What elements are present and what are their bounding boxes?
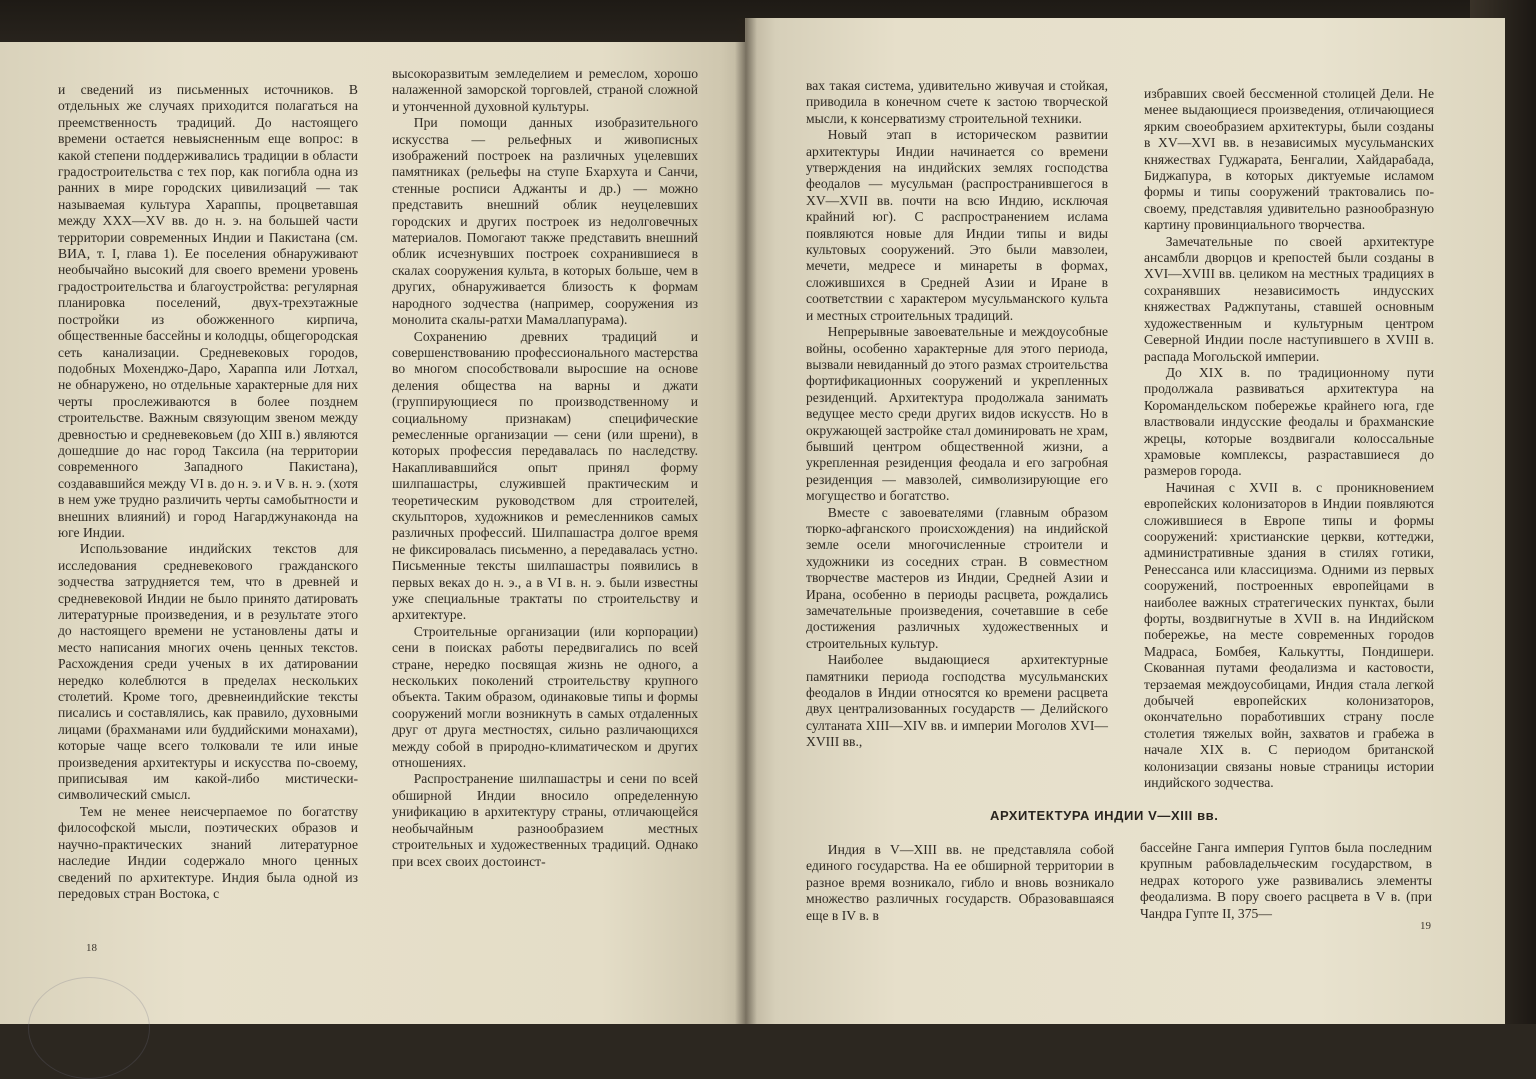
paragraph: При помощи данных изобразительного искусства — рельефных и живописных изображений построек на различных уцелевших памятниках (рельефы на ступе Бхархута и Санчи, стенные росписи Аджанты и др.) — можно представить внешний облик неуцелевших городских и других построек из недолговечных материалов. Помогают также представить внешний облик исчезнувших построек сохранившиеся в скалах сооружения культа, в которых больше, чем в других, обнаруживается близость к формам народного зодчества (например, сооружения из монолита скалы-ратхи Мамаллапурама). — [392, 115, 698, 328]
paragraph: избравших своей бессменной столицей Дели. Не менее выдающиеся произведения, отличающиеся ярким своеобразием архитектуры, были созданы в XV—XVI вв. в независимых мусульманских княжествах Гуджарата, Бенгалии, Хайдарабада, Биджапура, в которых диктуемые исламом формы и типы сооружений трактовались по-своему, представляя удивительно разнообразную картину провинциального творчества. — [1144, 86, 1434, 233]
paragraph: бассейне Ганга империя Гуптов была последним крупным рабовладельческим государством, в недрах которого уже развивались элементы феодализма. В пору своего расцвета в V в. (при Чандра Гупте II, 375— — [1140, 840, 1432, 921]
paragraph: и сведений из письменных источников. В отдельных же случаях приходится полагаться на преемственность традиций. До настоящего времени остается невыясненным еще вопрос: в какой степени поддерживались традиции в области градостроительства с тех пор, как погибла одна из ранних в мире городских цивилизаций — так называемая культура Хараппы, процветавшая между XXX—XV вв. до н. э. на большей части территории современных Индии и Пакистана (см. ВИА, т. I, глава 1). Ее поселения обнаруживают необычайно высокий для своего времени уровень градостроительства и благоустройства: регулярная планировка поселений, двух-трехэтажные постройки из обожженного кирпича, общественные бассейны и колодцы, общегородская сеть канализации. Средневековых городов, подобных Мохенджо-Даро, Хараппа или Лотхал, не обнаружено, но отдельные характерные для них черты прослеживаются в более позднем строительстве. Важным связующим звеном между древностью и средневековьем (до XIII в.) являются дошедшие до нас город Таксила (на территории современного Западного Пакистана), создававшийся между VI в. до н. э. и V в. н. э. (хотя в нем уже трудно различить черты самобытности и внешних влияний) и город Нагарджунаконда на юге Индии. — [58, 82, 358, 540]
paragraph: Использование индийских текстов для исследования средневекового гражданского зодчества затрудняется тем, что в древней и средневековой Индии не было принято датировать литературные произведения, и в результате этого до настоящего времени не установлены даты и место написания многих очень ценных текстов. Расхождения среди ученых в их датировании нередко колеблются в пределах нескольких столетий. Кроме того, древнеиндийские тексты писались и составлялись, как правило, духовными лицами (брахманами или буддийскими монахами), которые чаще всего толковали те или иные произведения архитектуры и искусства по-своему, приписывая им какой-либо мистически-символический смысл. — [58, 541, 358, 803]
paragraph: Строительные организации (или корпорации) сени в поисках работы передвигались по всей стране, нередко посвящая жизнь не одного, а нескольких поколений строительству крупного объекта. Таким образом, одинаковые типы и формы сооружений могли возникнуть в самых отдаленных друг от друга местностях, сильно различающихся между собой в природно-климатическом и других отношениях. — [392, 623, 698, 771]
paragraph: Начиная с XVII в. с проникновением европейских колонизаторов в Индии появляются сложившиеся в Европе типы и формы сооружений: христианские церкви, коттеджи, административные здания в стилях готики, Ренессанса или классицизма. Одними из первых сооружений, построенных европейцами в наиболее важных стратегических пунктах, были форты, воздвигнутые в XVII в. на Индийском побережье, на месте современных городов Мадраса, Бомбея, Калькутты, Пондишери. Скованная путами феодализма и кастовости, терзаемая междоусобицами, Индия стала легкой добычей европейских колонизаторов, окончательно поработивших страну после столетия тяжелых войн, захватов и грабежа в начале XIX в. С периодом британской колонизации связаны новые страницы истории индийского зодчества. — [1144, 479, 1434, 791]
library-stamp — [28, 977, 150, 1079]
book-gutter — [735, 18, 757, 1024]
right-page-column-1 — [806, 78, 1108, 751]
paragraph: Распространение шилпашастры и сени по всей обширной Индии вносило определенную унификацию в архитектуру страны, отличающейся необычайным разнообразием местных строительных и художественных традиций. Однако при всех своих достоинст- — [392, 771, 698, 869]
paragraph: Сохранению древних традиций и совершенствованию профессионального мастерства во многом способствовали выросшие на основе деления общества на варны и джати (группирующиеся по производственному и социальному признакам) специфические ремесленные организации — сени (или шрени), в которых профессия передавалась по наследству. Накапливавшийся опыт принял форму шилпашастры, служившей практическим и теоретическим руководством для строителей, скульпторов, художников и ремесленников самых различных профессий. Шилпашастра долгое время не фиксировалась письменно, а передавалась устно. Письменные тексты шилпашастры появились в первых веках до н. э., а в VI в. н. э. были известны уже специальные трактаты по строительству и архитектуре. — [392, 328, 698, 623]
left-page-column-2 — [392, 66, 698, 870]
left-page-column-1 — [58, 82, 358, 902]
paragraph: Тем не менее неисчерпаемое по богатству философской мысли, поэтических образов и научно-практических знаний литературное наследие Индии содержало много ценных сведений по архитектуре. Индия была одной из передовых стран Востока, с — [58, 803, 358, 901]
paragraph: Новый этап в историческом развитии архитектуры Индии начинается со времени утверждения на индийских землях господства феодалов — мусульман (распространившегося в XV—XVII вв. почти на всю Индию, исключая крайний юг). С распространением ислама появляются новые для Индии типы и виды культовых сооружений. Это были мавзолеи, мечети, медресе и минареты в формах, сложившихся в Средней Азии и Иране в соответствии с характером мусульманского культа и местных строительных традиций. — [806, 127, 1108, 323]
right-page-column-2 — [1144, 86, 1434, 791]
paragraph: Вместе с завоевателями (главным образом тюрко-афганского происхождения) на индийской земле осели многочисленные строители и художники из соседних стран. В совместном творчестве мастеров из Индии, Средней Азии и Ирана, особенно в периоды расцвета, рождались замечательные произведения, сочетавшие в себе достижения различных художественных и строительных культур. — [806, 504, 1108, 651]
section-heading: АРХИТЕКТУРА ИНДИИ V—XIII вв. — [990, 808, 1219, 823]
paragraph: До XIX в. по традиционному пути продолжала развиваться архитектура на Коромандельском побережье крайнего юга, где властвовали индусские феодалы и брахманские жрецы, которые воздвигали колоссальные храмовые комплексы, разраставшиеся до размеров города. — [1144, 364, 1434, 479]
right-page-number: 19 — [1420, 920, 1431, 932]
paragraph: Замечательные по своей архитектуре ансамбли дворцов и крепостей были созданы в XVI—XVIII вв. целиком на местных традициях в сохранявших независимость индусских княжествах Раджпутаны, ставшей основным художественным и культурным центром Северной Индии после наступившего в XVIII в. распада Могольской империи. — [1144, 233, 1434, 364]
right-page-bottom-column-2 — [1140, 840, 1432, 922]
paragraph: Индия в V—XIII вв. не представляла собой единого государства. На ее обширной территории в разное время возникало, гибло и вновь возникало множество различных государств. Образовавшаяся еще в IV в. в — [806, 842, 1114, 923]
paragraph: Наиболее выдающиеся архитектурные памятники периода господства мусульманских феодалов в Индии относятся ко времени расцвета двух централизованных государств — Делийского султаната XIII—XIV вв. и империи Моголов XVI—XVIII вв., — [806, 652, 1108, 750]
left-page-number: 18 — [86, 942, 97, 954]
paragraph: вах такая система, удивительно живучая и стойкая, приводила в конечном счете к застою творческой мысли, к консерватизму строительной техники. — [806, 78, 1108, 126]
paragraph: высокоразвитым земледелием и ремеслом, хорошо налаженной заморской торговлей, страной сложной и утонченной духовной культуры. — [392, 66, 698, 114]
right-page-bottom-column-1 — [806, 842, 1114, 924]
paragraph: Непрерывные завоевательные и междоусобные войны, особенно характерные для этого периода, вызвали невиданный до этого размах строительства фортификационных сооружений и укрепленных резиденций. Архитектура продолжала занимать ведущее место среди других видов искусств. Но в окружающей застройке стал доминировать не храм, бывший центром общественной жизни, а укрепленная резиденция феодала и его загробная резиденция — мавзолей, символизирующие его могущество и богатство. — [806, 324, 1108, 504]
